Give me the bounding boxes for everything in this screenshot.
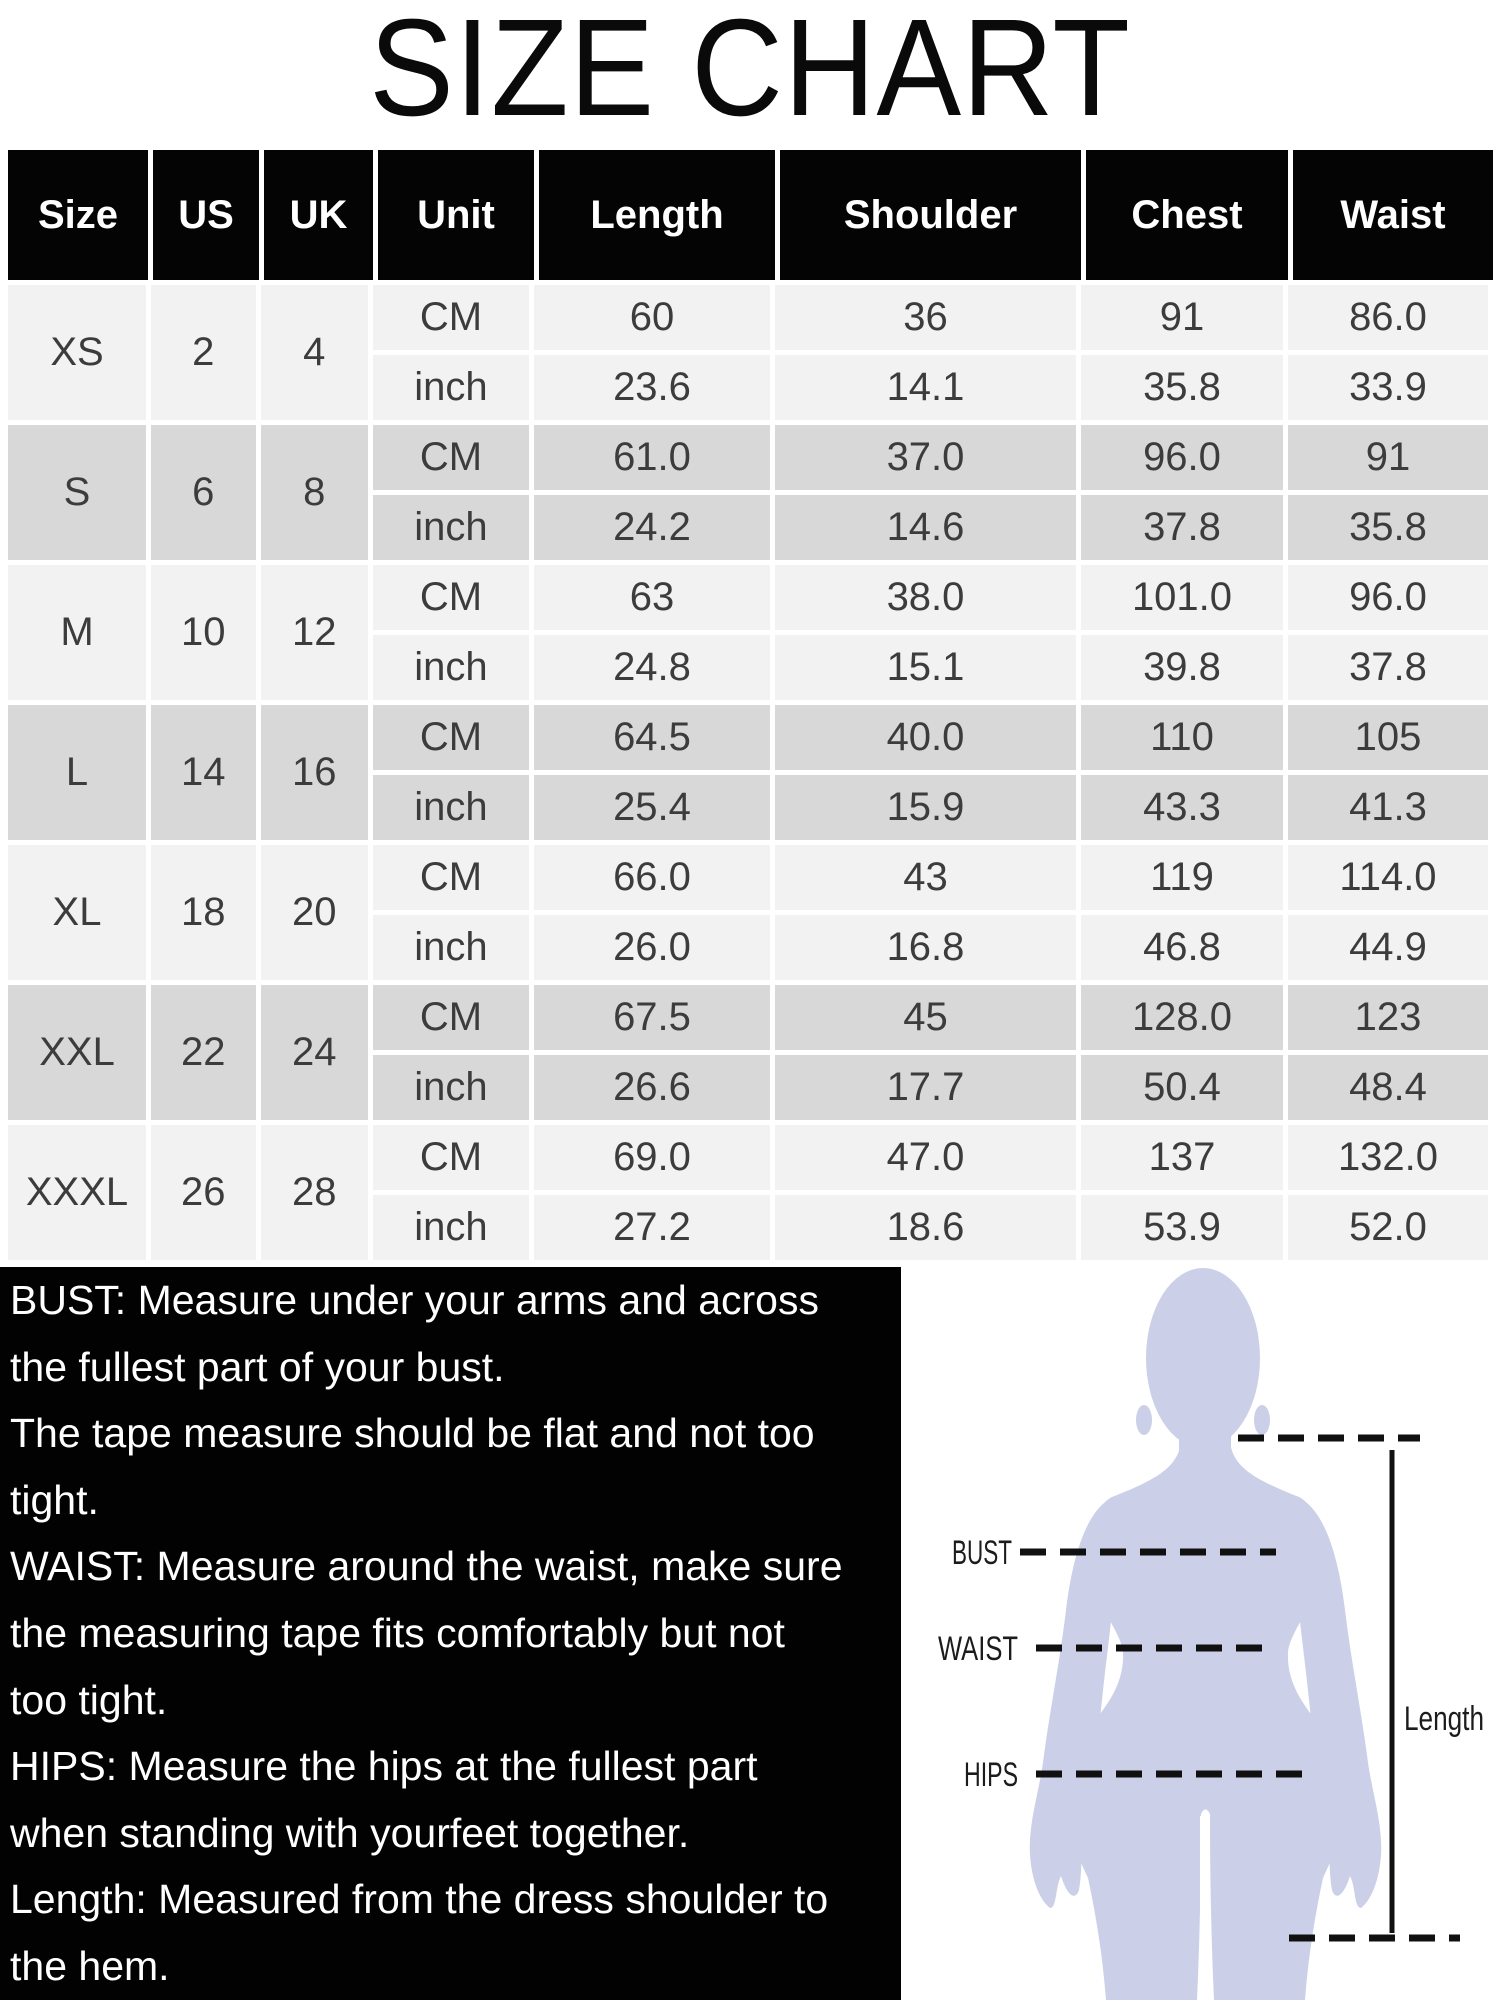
header-waist: Waist — [1293, 150, 1493, 280]
uk-value-cell: 4 — [261, 285, 368, 420]
size-group-l — [8, 705, 1493, 840]
size-cell: M — [8, 565, 146, 700]
waist-value-cell: 123 — [1288, 985, 1488, 1050]
header-unit: Unit — [378, 150, 534, 280]
measurement-instructions-panel — [0, 1267, 901, 2000]
instruction-line: BUST: Measure under your arms and across — [10, 1277, 819, 1323]
us-value-cell: 26 — [151, 1125, 256, 1260]
header-uk: UK — [264, 150, 373, 280]
shoulder-value-cell: 17.7 — [775, 1055, 1076, 1120]
us-value-cell: 6 — [151, 425, 256, 560]
shoulder-value-cell: 38.0 — [775, 565, 1076, 630]
chest-value-cell: 128.0 — [1081, 985, 1283, 1050]
body-silhouette-figure — [1030, 1268, 1381, 2000]
leg-gap — [1200, 1816, 1210, 2000]
uk-value-cell: 12 — [261, 565, 368, 700]
shoulder-value-cell: 18.6 — [775, 1195, 1076, 1260]
chest-value-cell: 37.8 — [1081, 495, 1283, 560]
us-value-cell: 22 — [151, 985, 256, 1120]
us-value-cell: 18 — [151, 845, 256, 980]
unit-cell: CM — [373, 845, 529, 910]
waist-value-cell: 35.8 — [1288, 495, 1488, 560]
uk-value-cell: 24 — [261, 985, 368, 1120]
header-chest: Chest — [1086, 150, 1288, 280]
shoulder-value-cell: 36 — [775, 285, 1076, 350]
instruction-line: The tape measure should be flat and not too — [10, 1410, 815, 1457]
length-value-cell: 25.4 — [534, 775, 770, 840]
chest-value-cell: 43.3 — [1081, 775, 1283, 840]
shoulder-value-cell: 37.0 — [775, 425, 1076, 490]
size-group-xxxl — [8, 1125, 1493, 1260]
size-cell: L — [8, 705, 146, 840]
size-group-xs — [8, 285, 1493, 420]
length-value-cell: 64.5 — [534, 705, 770, 770]
unit-cell: inch — [373, 1055, 529, 1120]
cm-row — [373, 985, 1493, 1050]
size-group-xxl — [8, 985, 1493, 1120]
chest-value-cell: 96.0 — [1081, 425, 1283, 490]
size-cell: XS — [8, 285, 146, 420]
instruction-line: tight. — [10, 1476, 99, 1523]
inch-row — [373, 775, 1493, 840]
waist-value-cell: 41.3 — [1288, 775, 1488, 840]
chest-value-cell: 39.8 — [1081, 635, 1283, 700]
cm-row — [373, 705, 1493, 770]
shoulder-value-cell: 15.9 — [775, 775, 1076, 840]
chest-value-cell: 50.4 — [1081, 1055, 1283, 1120]
length-value-cell: 61.0 — [534, 425, 770, 490]
size-table — [8, 150, 1493, 1265]
us-value-cell: 2 — [151, 285, 256, 420]
shoulder-value-cell: 16.8 — [775, 915, 1076, 980]
length-value-cell: 24.8 — [534, 635, 770, 700]
inch-row — [373, 495, 1493, 560]
size-cell: XXL — [8, 985, 146, 1120]
instruction-line: when standing with yourfeet together. — [10, 1809, 690, 1856]
waist-value-cell: 114.0 — [1288, 845, 1488, 910]
length-value-cell: 23.6 — [534, 355, 770, 420]
cm-row — [373, 1125, 1493, 1190]
shoulder-value-cell: 47.0 — [775, 1125, 1076, 1190]
length-value-cell: 69.0 — [534, 1125, 770, 1190]
size-group-s — [8, 425, 1493, 560]
hips-label: HIPS — [964, 1756, 1018, 1794]
page-title: SIZE CHART — [369, 0, 1131, 145]
waist-value-cell: 52.0 — [1288, 1195, 1488, 1260]
unit-cell: inch — [373, 495, 529, 560]
cm-row — [373, 425, 1493, 490]
waist-value-cell: 86.0 — [1288, 285, 1488, 350]
shoulder-value-cell: 43 — [775, 845, 1076, 910]
waist-label: WAIST — [938, 1630, 1018, 1668]
unit-cell: CM — [373, 425, 529, 490]
instruction-line: HIPS: Measure the hips at the fullest part — [10, 1743, 758, 1790]
cm-row — [373, 845, 1493, 910]
chest-value-cell: 119 — [1081, 845, 1283, 910]
length-value-cell: 66.0 — [534, 845, 770, 910]
length-value-cell: 60 — [534, 285, 770, 350]
chest-value-cell: 137 — [1081, 1125, 1283, 1190]
shoulder-value-cell: 14.6 — [775, 495, 1076, 560]
unit-cell: CM — [373, 285, 529, 350]
size-cell: S — [8, 425, 146, 560]
instruction-line: the measuring tape fits comfortably but not — [10, 1609, 785, 1656]
size-group-xl — [8, 845, 1493, 980]
instruction-line: WAIST: Measure around the waist, make sure — [10, 1543, 843, 1590]
inch-row — [373, 635, 1493, 700]
header-length: Length — [539, 150, 775, 280]
unit-cell: inch — [373, 775, 529, 840]
inch-row — [373, 355, 1493, 420]
waist-value-cell: 37.8 — [1288, 635, 1488, 700]
us-value-cell: 10 — [151, 565, 256, 700]
unit-cell: CM — [373, 985, 529, 1050]
cm-row — [373, 565, 1493, 630]
chest-value-cell: 53.9 — [1081, 1195, 1283, 1260]
length-value-cell: 26.0 — [534, 915, 770, 980]
size-cell: XL — [8, 845, 146, 980]
waist-value-cell: 44.9 — [1288, 915, 1488, 980]
waist-value-cell: 91 — [1288, 425, 1488, 490]
length-label: Length — [1404, 1700, 1484, 1738]
unit-cell: CM — [373, 565, 529, 630]
table-header-row — [8, 150, 1493, 280]
waist-value-cell: 48.4 — [1288, 1055, 1488, 1120]
length-value-cell: 26.6 — [534, 1055, 770, 1120]
unit-cell: inch — [373, 355, 529, 420]
measurement-diagram — [901, 1267, 1500, 2000]
header-shoulder: Shoulder — [780, 150, 1081, 280]
uk-value-cell: 20 — [261, 845, 368, 980]
uk-value-cell: 8 — [261, 425, 368, 560]
size-group-m — [8, 565, 1493, 700]
chest-value-cell: 46.8 — [1081, 915, 1283, 980]
us-value-cell: 14 — [151, 705, 256, 840]
unit-cell: inch — [373, 1195, 529, 1260]
cm-row — [373, 285, 1493, 350]
waist-value-cell: 96.0 — [1288, 565, 1488, 630]
inch-row — [373, 1195, 1493, 1260]
uk-value-cell: 28 — [261, 1125, 368, 1260]
chest-value-cell: 110 — [1081, 705, 1283, 770]
length-value-cell: 63 — [534, 565, 770, 630]
instruction-line: the fullest part of your bust. — [10, 1343, 505, 1390]
uk-value-cell: 16 — [261, 705, 368, 840]
instruction-line: Length: Measured from the dress shoulder to — [10, 1876, 829, 1923]
unit-cell: inch — [373, 915, 529, 980]
header-size: Size — [8, 150, 148, 280]
chest-value-cell: 101.0 — [1081, 565, 1283, 630]
instruction-line: the hem. — [10, 1942, 170, 1989]
length-value-cell: 27.2 — [534, 1195, 770, 1260]
shoulder-value-cell: 14.1 — [775, 355, 1076, 420]
chest-value-cell: 35.8 — [1081, 355, 1283, 420]
unit-cell: CM — [373, 705, 529, 770]
length-value-cell: 67.5 — [534, 985, 770, 1050]
waist-value-cell: 105 — [1288, 705, 1488, 770]
inch-row — [373, 915, 1493, 980]
header-us: US — [153, 150, 259, 280]
shoulder-value-cell: 15.1 — [775, 635, 1076, 700]
unit-cell: CM — [373, 1125, 529, 1190]
waist-value-cell: 33.9 — [1288, 355, 1488, 420]
waist-value-cell: 132.0 — [1288, 1125, 1488, 1190]
shoulder-value-cell: 40.0 — [775, 705, 1076, 770]
bust-label: BUST — [952, 1534, 1012, 1572]
shoulder-value-cell: 45 — [775, 985, 1076, 1050]
unit-cell: inch — [373, 635, 529, 700]
inch-row — [373, 1055, 1493, 1120]
instruction-line: too tight. — [10, 1676, 168, 1723]
chest-value-cell: 91 — [1081, 285, 1283, 350]
size-cell: XXXL — [8, 1125, 146, 1260]
length-value-cell: 24.2 — [534, 495, 770, 560]
